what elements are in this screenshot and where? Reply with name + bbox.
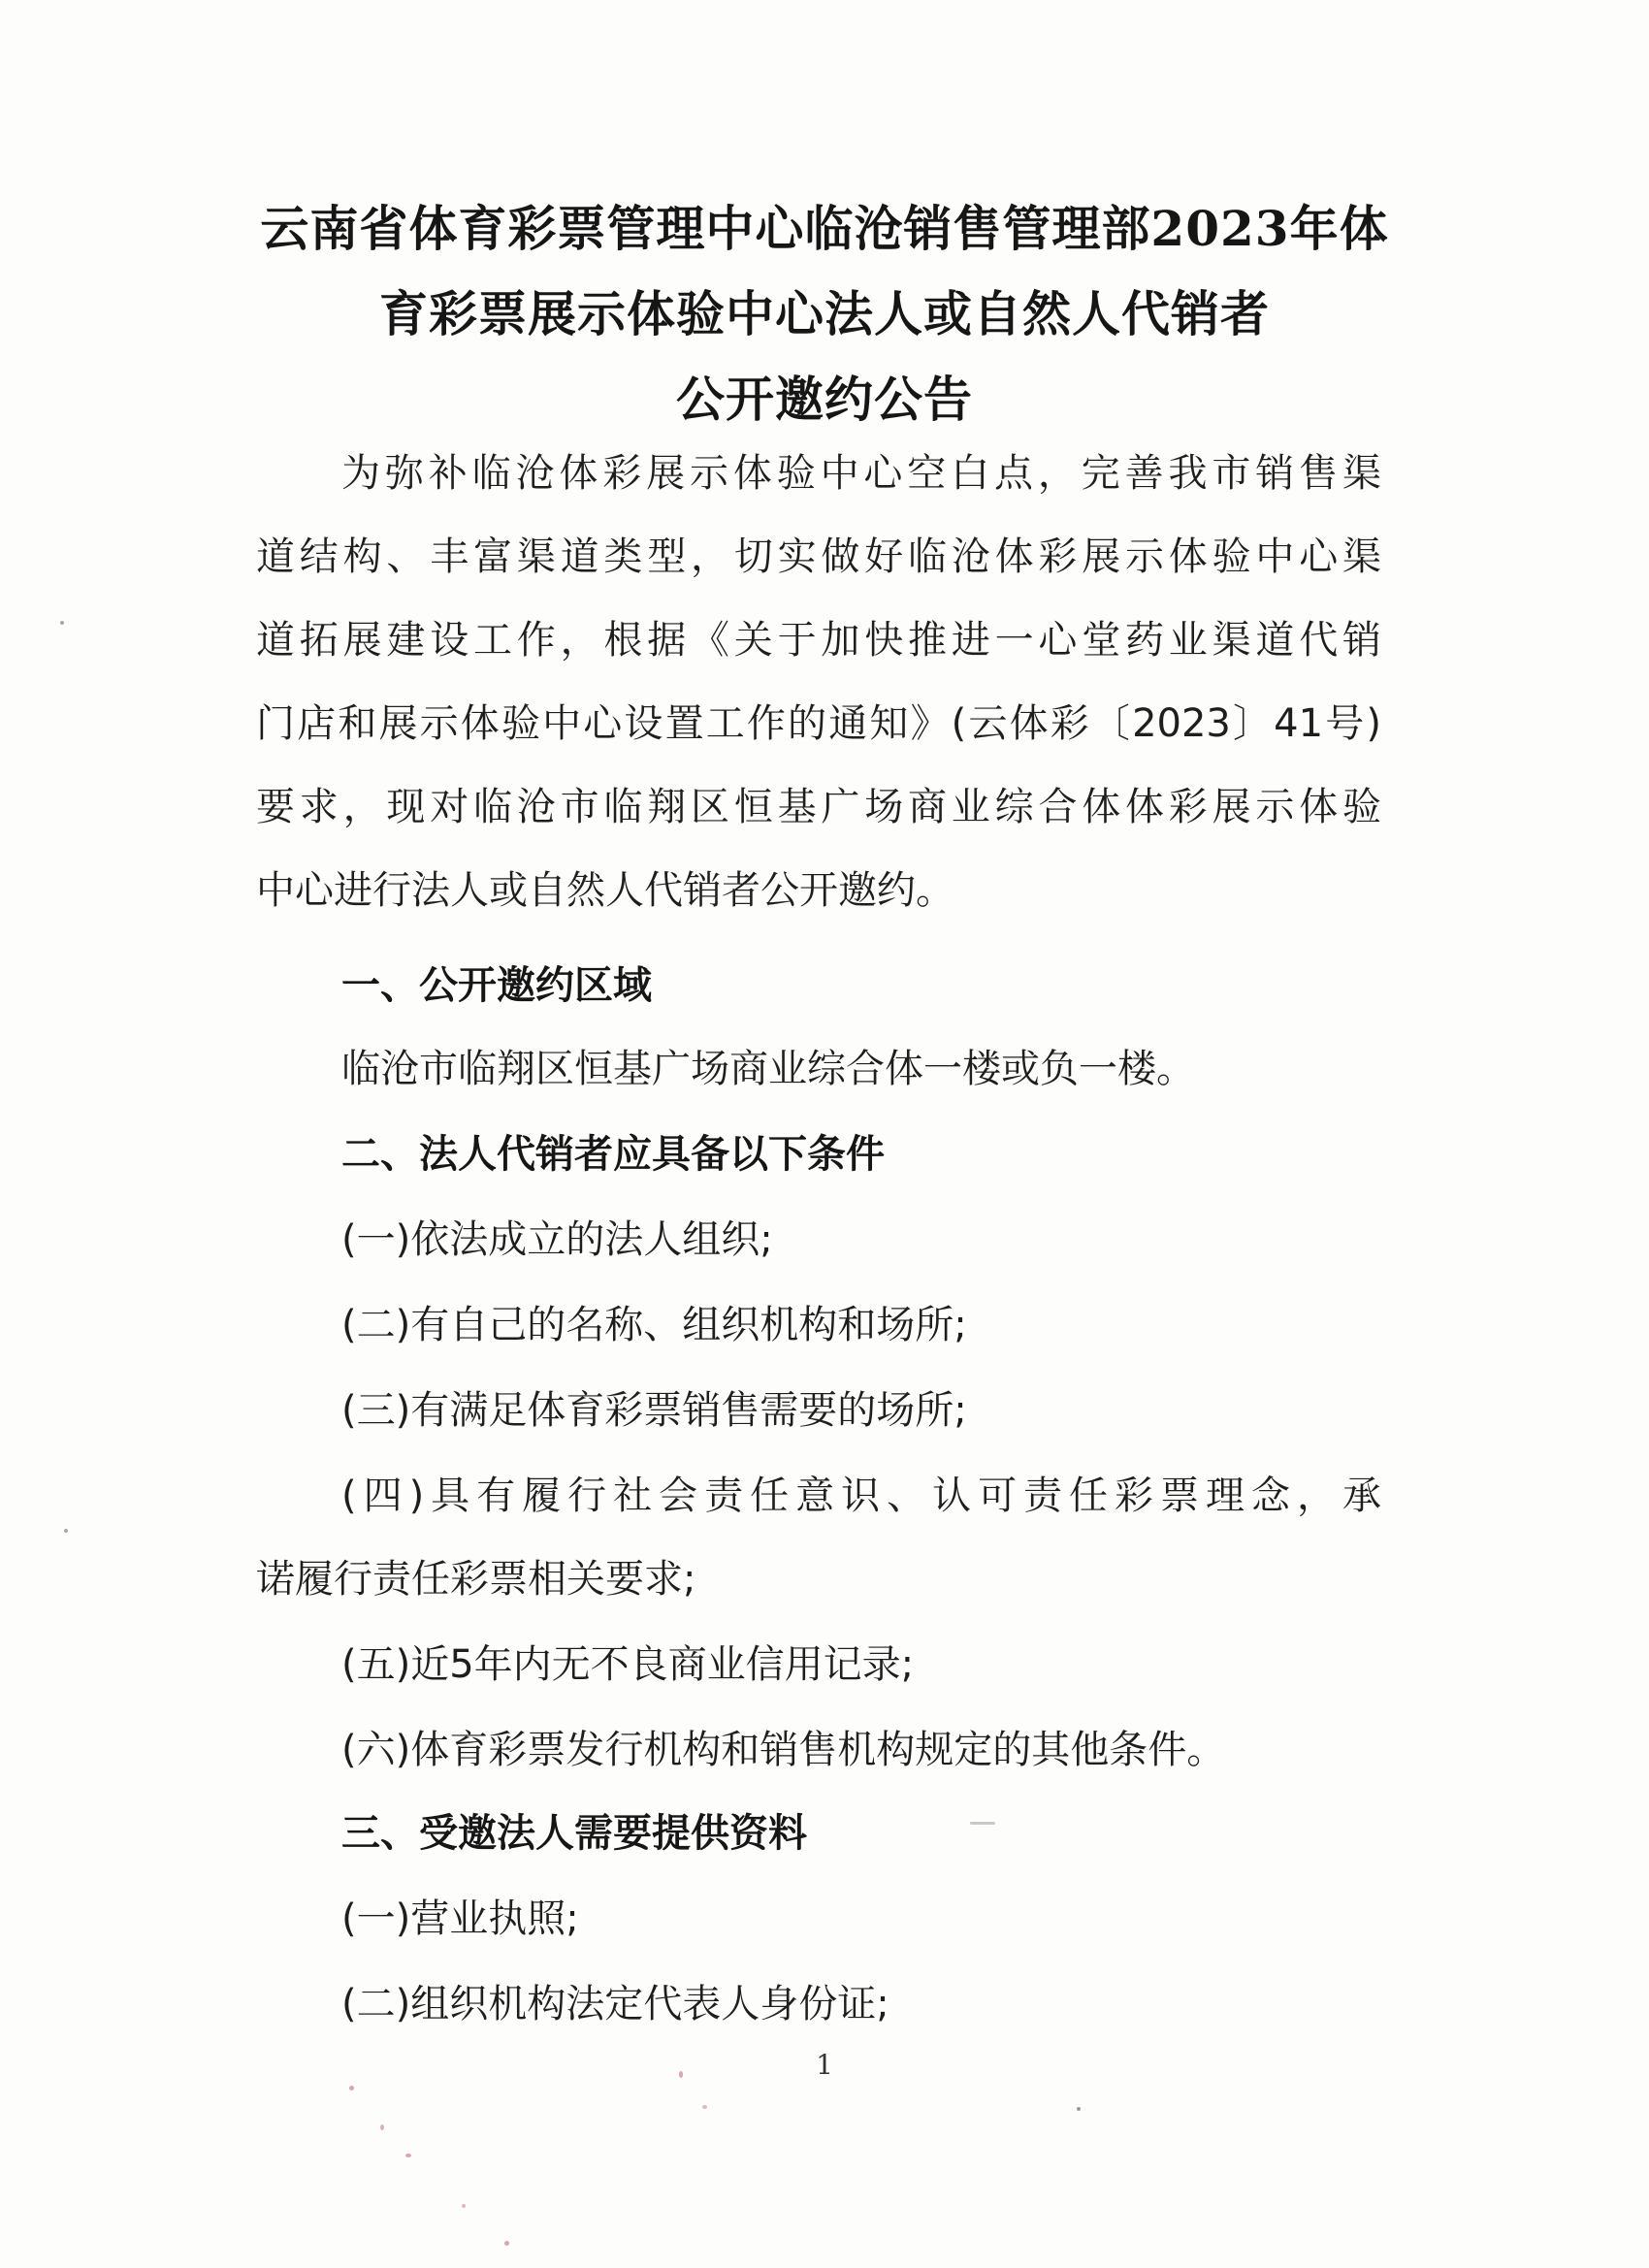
list-item: (二)有自己的名称、组织机构和场所; [341,1303,967,1347]
intro-line: 中心进行法人或自然人代销者公开邀约。 [256,868,954,913]
list-item: (二)组织机构法定代表人身份证; [341,1982,889,2026]
scan-speck [679,2071,683,2078]
list-item: (五)近5年内无不良商业信用记录; [341,1642,915,1687]
intro-line: 门店和展示体验中心设置工作的通知》(云体彩〔2023〕41号) [256,701,1381,746]
section-heading: 三、受邀法人需要提供资料 [341,1811,807,1856]
section-text: 临沧市临翔区恒基广场商业综合体一楼或负一楼。 [341,1047,1195,1091]
intro-line: 道拓展建设工作，根据《关于加快推进一心堂药业渠道代销 [256,618,1381,663]
list-item: (一)依法成立的法人组织; [341,1217,773,1262]
scan-speck [462,2204,466,2208]
scan-speck [64,1529,68,1533]
scan-speck [380,2124,384,2130]
scan-speck [970,1822,995,1825]
scan-speck [504,2241,509,2246]
page-number: 1 [816,2049,833,2081]
document-title-line-1: 云南省体育彩票管理中心临沧销售管理部2023年体 [260,200,1389,257]
scan-speck [405,2154,411,2157]
intro-line: 要求，现对临沧市临翔区恒基广场商业综合体体彩展示体验 [256,785,1381,829]
section-heading: 二、法人代销者应具备以下条件 [341,1132,885,1177]
list-item-continuation: 诺履行责任彩票相关要求; [256,1557,696,1602]
scan-speck [702,2105,707,2109]
scan-speck [1077,2107,1081,2111]
intro-line: 道结构、丰富渠道类型，切实做好临沧体彩展示体验中心渠 [256,535,1381,579]
list-item: (六)体育彩票发行机构和销售机构规定的其他条件。 [341,1728,1226,1772]
list-item: (四)具有履行社会责任意识、认可责任彩票理念，承 [341,1474,1381,1518]
scan-speck [349,2086,354,2090]
intro-line: 为弥补临沧体彩展示体验中心空白点，完善我市销售渠 [341,451,1381,496]
scan-speck [60,621,64,625]
list-item: (一)营业执照; [341,1896,579,1941]
document-title-line-2: 育彩票展示体验中心法人或自然人代销者 [379,285,1270,342]
list-item: (三)有满足体育彩票销售需要的场所; [341,1388,967,1433]
document-title-line-3: 公开邀约公告 [676,371,973,428]
section-heading: 一、公开邀约区域 [341,963,652,1008]
